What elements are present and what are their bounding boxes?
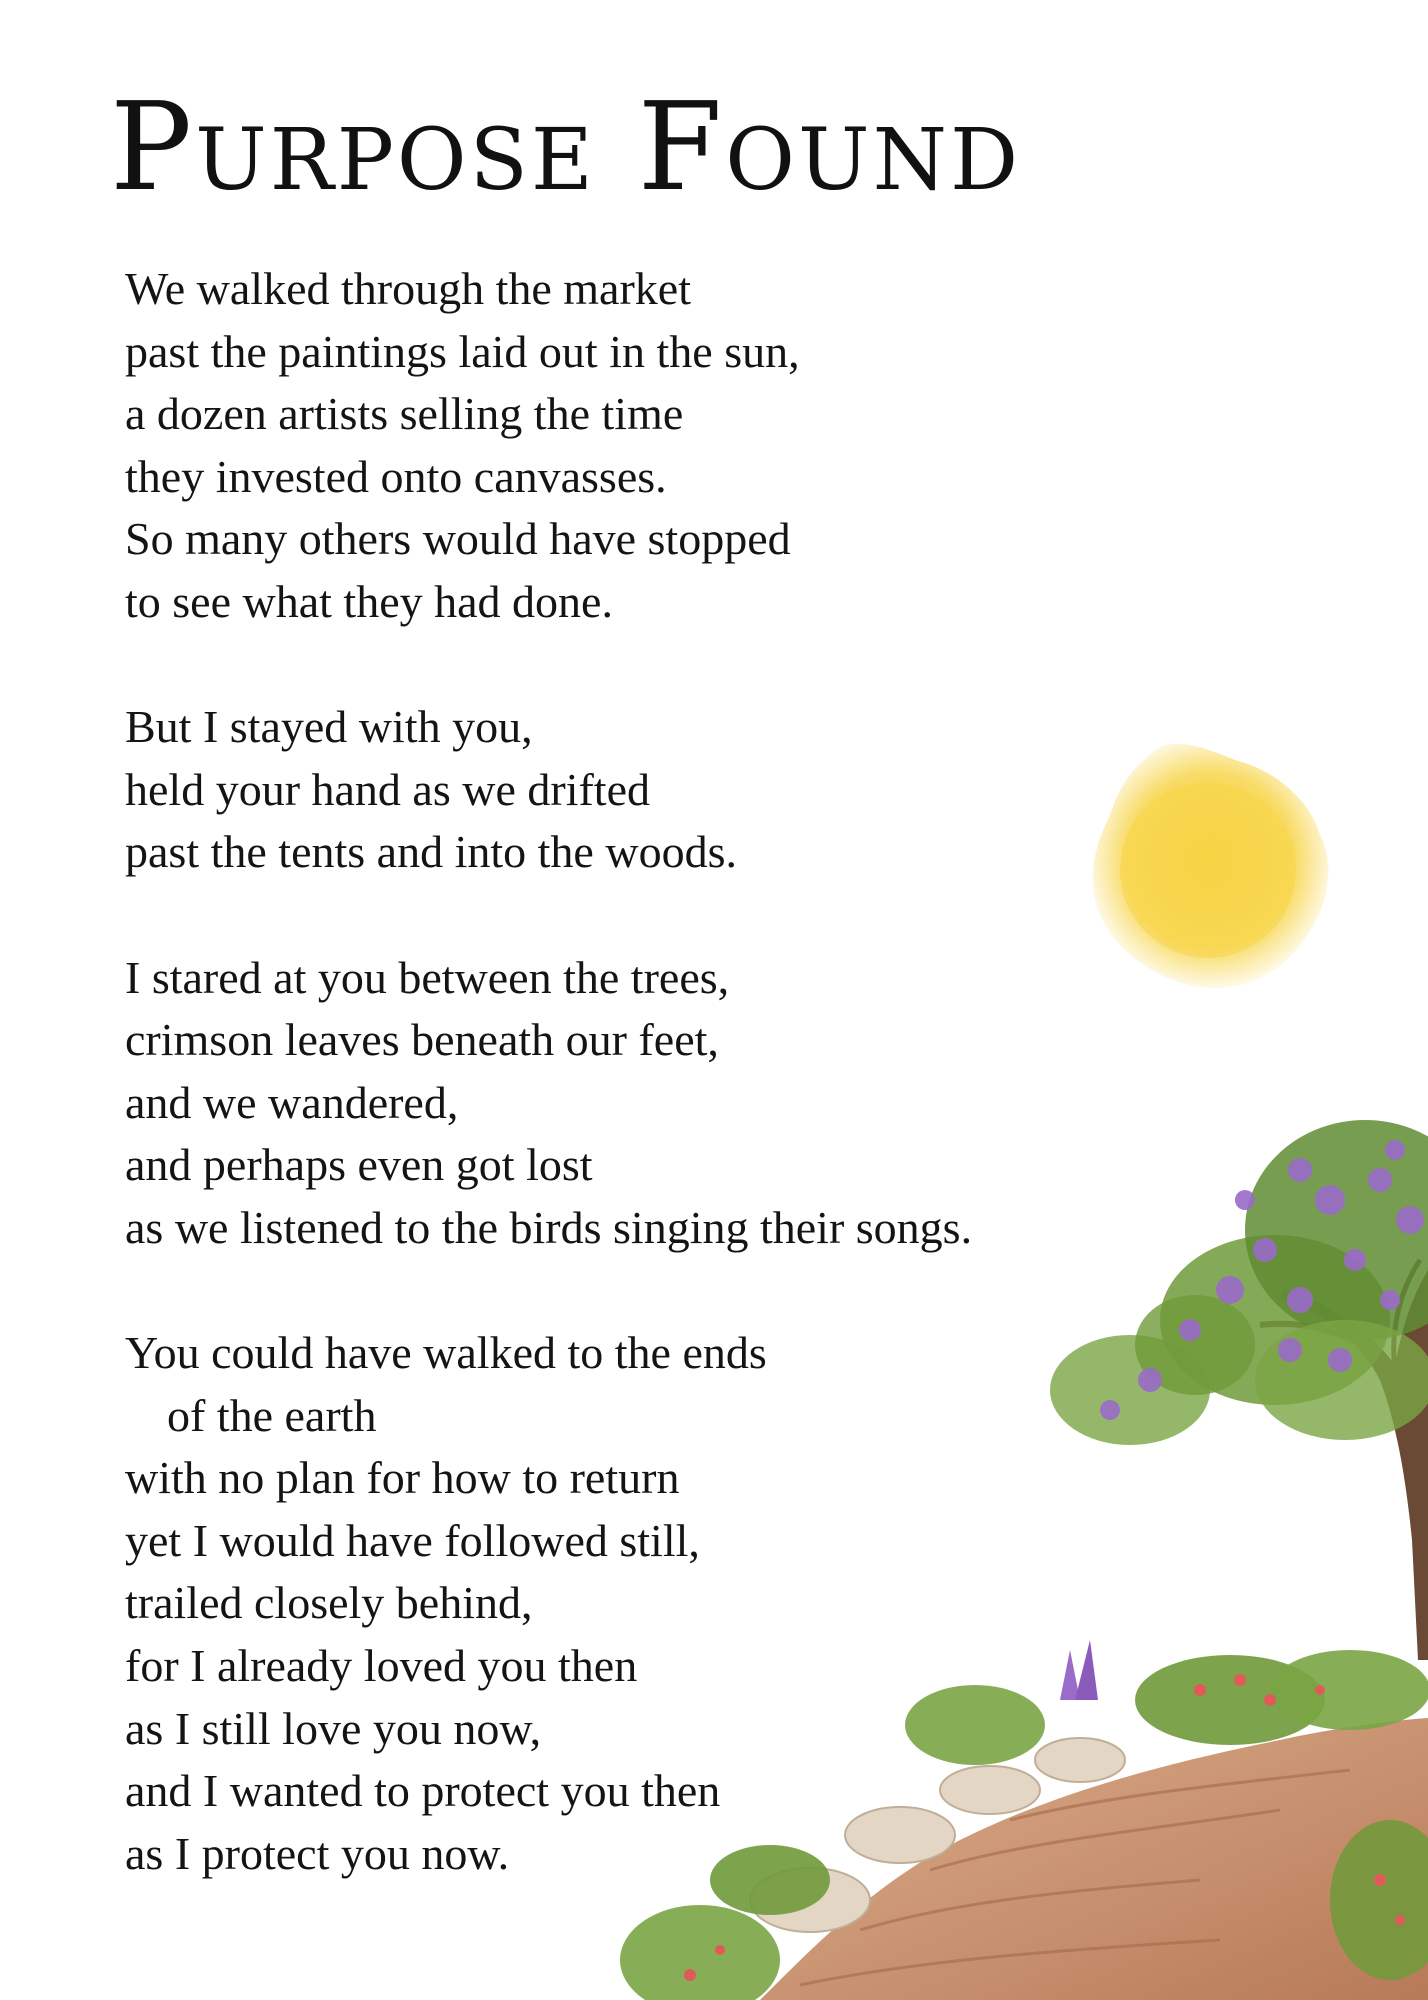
poem-line: with no plan for how to return xyxy=(125,1452,680,1504)
stanza-1 xyxy=(125,258,972,634)
poem-line: past the paintings laid out in the sun, xyxy=(125,325,800,377)
poem-line: they invested onto canvasses. xyxy=(125,450,667,502)
poem-line: We walked through the market xyxy=(125,263,691,314)
poem-line: for I already loved you then xyxy=(125,1640,638,1692)
poem-line: and we wandered, xyxy=(125,1076,459,1128)
poem-body xyxy=(125,258,972,1885)
stanza-4 xyxy=(125,1322,972,1885)
poem-line: past the tents and into the woods. xyxy=(125,826,737,878)
poem-line: and I wanted to protect you then xyxy=(125,1765,721,1817)
stanza-2 xyxy=(125,696,972,884)
poem-line: crimson leaves beneath our feet, xyxy=(125,1014,719,1066)
poem-line: as we listened to the birds singing their songs. xyxy=(125,1201,973,1253)
poem-line: of the earth xyxy=(167,1389,377,1441)
poem-line: trailed closely behind, xyxy=(125,1577,533,1629)
poem-line: yet I would have followed still, xyxy=(125,1514,700,1566)
poem-line: held your hand as we drifted xyxy=(125,763,651,815)
stanza-3 xyxy=(125,947,972,1260)
sun-illustration xyxy=(1093,744,1329,988)
poem-line: So many others would have stopped xyxy=(125,513,791,565)
poem-line: But I stayed with you, xyxy=(125,701,533,753)
poem-line: You could have walked to the ends xyxy=(125,1327,767,1379)
poem-line: I stared at you between the trees, xyxy=(125,951,730,1003)
poem-line: as I still love you now, xyxy=(125,1702,542,1754)
poem-line: as I protect you now. xyxy=(125,1827,510,1879)
poem-line: to see what they had done. xyxy=(125,575,613,627)
poem-line: a dozen artists selling the time xyxy=(125,388,684,440)
tree-illustration xyxy=(1050,1120,1428,1660)
poem-line: and perhaps even got lost xyxy=(125,1139,593,1191)
poem-title: Purpose Found xyxy=(110,76,1022,218)
